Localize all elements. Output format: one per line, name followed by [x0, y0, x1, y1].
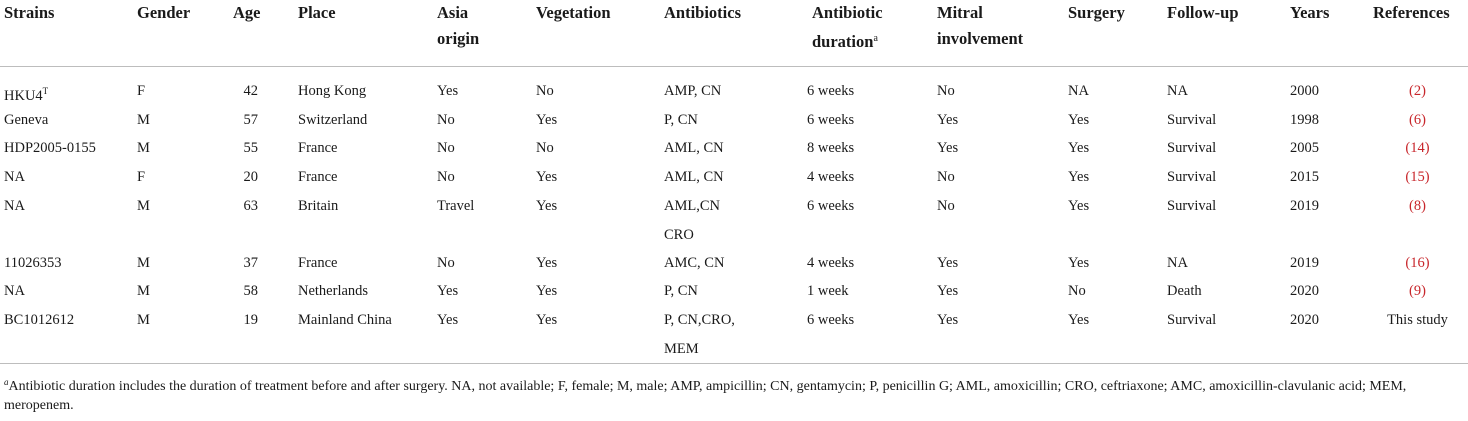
cell-gender: [137, 197, 150, 215]
cell-strain-text: BC1012612: [4, 312, 75, 328]
cell-age: [228, 111, 258, 129]
cell-place-text: France: [298, 169, 338, 185]
cell-mitral-involvement-text: Yes: [937, 255, 959, 271]
cell-antibiotic-duration-text: 6 weeks: [807, 312, 855, 328]
cell-vegetation-text: Yes: [536, 198, 558, 214]
cell-mitral-involvement: [937, 111, 958, 129]
cell-place-text: Mainland China: [298, 312, 392, 328]
cell-strain: [4, 254, 61, 272]
table-footnote: [4, 373, 1466, 415]
cell-antibiotic-duration: [807, 111, 854, 129]
cell-asia-origin-text: Travel: [437, 198, 475, 214]
cell-strain-text: Geneva: [4, 112, 49, 128]
cell-antibiotic-duration: [807, 168, 854, 186]
cell-reference[interactable]: [1370, 139, 1465, 157]
cell-strain: [4, 282, 25, 300]
cell-reference[interactable]: [1370, 282, 1465, 300]
cell-surgery-text: Yes: [1068, 198, 1090, 214]
cell-vegetation: [536, 254, 557, 272]
cell-mitral-involvement-text: No: [937, 198, 955, 214]
cell-reference-text[interactable]: (14): [1405, 140, 1430, 156]
cell-followup-text: Survival: [1167, 312, 1217, 328]
cell-antibiotic-duration-text: 1 week: [807, 283, 849, 299]
cell-antibiotic-duration: [807, 311, 854, 329]
cell-gender: [137, 282, 150, 300]
cell-followup-text: Survival: [1167, 112, 1217, 128]
header-mitral-line2: involvement: [937, 29, 1024, 48]
cell-mitral-involvement: [937, 197, 955, 215]
cell-antibiotic-duration: [807, 254, 854, 272]
cell-place-text: Hong Kong: [298, 83, 367, 99]
header-rule: [0, 66, 1468, 67]
cell-year-text: 2015: [1290, 169, 1319, 185]
cell-strain-text: HDP2005-0155: [4, 140, 96, 156]
cell-antibiotic-duration-text: 6 weeks: [807, 83, 855, 99]
header-gender: Gender: [137, 3, 191, 22]
header-asia-line1: Asia: [437, 3, 469, 22]
cell-antibiotics-text: AML, CN: [664, 169, 724, 185]
cell-year-text: 2019: [1290, 198, 1319, 214]
cell-gender-text: F: [137, 169, 146, 185]
cell-antibiotics-text: P, CN: [664, 283, 698, 299]
cell-antibiotics: [664, 306, 735, 364]
cell-mitral-involvement-text: Yes: [937, 112, 959, 128]
cell-place-text: Netherlands: [298, 283, 369, 299]
header-surgery: Surgery: [1068, 3, 1125, 22]
cell-vegetation-text: Yes: [536, 312, 558, 328]
cell-place: [298, 82, 366, 100]
cell-place: [298, 254, 337, 272]
cell-place: [298, 311, 392, 329]
cell-gender-text: M: [137, 312, 150, 328]
header-followup: Follow-up: [1167, 3, 1239, 22]
header-references: References: [1373, 3, 1450, 22]
cell-followup-text: NA: [1167, 255, 1188, 271]
cell-reference-text[interactable]: (2): [1409, 83, 1426, 99]
cell-vegetation-text: No: [536, 83, 554, 99]
cell-asia-origin-text: No: [437, 255, 455, 271]
cell-mitral-involvement-text: No: [937, 169, 955, 185]
cell-antibiotics: [664, 82, 721, 100]
cell-strain: [4, 311, 74, 329]
cell-year-text: 1998: [1290, 112, 1319, 128]
cell-followup: [1167, 282, 1202, 300]
cell-surgery-text: Yes: [1068, 312, 1090, 328]
cell-reference[interactable]: [1370, 197, 1465, 215]
footnote-text: Antibiotic duration includes the duration of treatment before and after surgery. NA, not available; F, female; M, male; AMP, ampicillin; CN, gentamycin; P, penicillin G; AML, amoxicillin; CRO, ceftriaxone; AMC, amoxicillin-clavulanic acid; MEM, meropenem.: [4, 379, 1407, 413]
cell-age: [228, 311, 258, 329]
cell-followup-text: NA: [1167, 83, 1188, 99]
header-vegetation: Vegetation: [536, 3, 611, 22]
cell-year-text: 2019: [1290, 255, 1319, 271]
strain-type-marker: T: [42, 86, 49, 96]
cell-place: [298, 197, 338, 215]
cell-reference: [1370, 311, 1465, 329]
cell-surgery: [1068, 197, 1089, 215]
cell-age-text: 42: [243, 83, 258, 99]
cell-vegetation-text: Yes: [536, 283, 558, 299]
cell-antibiotics: [664, 111, 698, 129]
cell-gender: [137, 254, 150, 272]
cell-reference-text[interactable]: (8): [1409, 198, 1426, 214]
cell-place-text: Britain: [298, 198, 339, 214]
cell-gender-text: M: [137, 140, 150, 156]
cell-antibiotics-text: AML, CN: [664, 140, 724, 156]
cell-asia-origin-text: Yes: [437, 283, 459, 299]
header-place: Place: [298, 3, 336, 22]
cell-mitral-involvement: [937, 282, 958, 300]
cell-antibiotic-duration-text: 6 weeks: [807, 198, 855, 214]
cell-surgery: [1068, 82, 1089, 100]
cell-antibiotic-duration-text: 4 weeks: [807, 169, 855, 185]
cell-asia-origin-text: No: [437, 169, 455, 185]
cell-vegetation: [536, 311, 557, 329]
cell-year: [1290, 139, 1319, 157]
cell-followup-text: Survival: [1167, 198, 1217, 214]
cell-asia-origin: [437, 139, 455, 157]
cell-age: [228, 82, 258, 100]
cell-strain: [4, 197, 25, 215]
cell-strain-text: 11026353: [4, 255, 62, 271]
cell-antibiotics-text: P, CN: [664, 112, 698, 128]
cell-year: [1290, 282, 1319, 300]
cell-gender-text: M: [137, 283, 150, 299]
cell-age-text: 20: [243, 169, 258, 185]
cell-antibiotics: [664, 254, 724, 272]
header-asia-origin: [437, 0, 479, 52]
cell-place-text: France: [298, 140, 338, 156]
cell-reference[interactable]: [1370, 254, 1465, 272]
cell-antibiotic-duration-text: 8 weeks: [807, 140, 855, 156]
cell-strain: [4, 139, 96, 157]
header-strains: Strains: [4, 3, 55, 22]
cell-antibiotic-duration-text: 6 weeks: [807, 112, 855, 128]
cell-year-text: 2005: [1290, 140, 1319, 156]
cell-place-text: France: [298, 255, 338, 271]
cell-vegetation-text: Yes: [536, 112, 558, 128]
cell-followup-text: Survival: [1167, 140, 1217, 156]
cell-place: [298, 111, 367, 129]
cell-followup-text: Death: [1167, 283, 1202, 299]
cell-surgery: [1068, 282, 1086, 300]
header-duration-line2: duration: [812, 32, 874, 51]
cell-strain: [4, 168, 25, 186]
cell-strain-text: NA: [4, 283, 25, 299]
cell-antibiotics: [664, 139, 724, 157]
cell-gender-text: F: [137, 83, 146, 99]
cell-antibiotics-line2: CRO: [664, 227, 694, 243]
cell-surgery-text: Yes: [1068, 140, 1090, 156]
cell-asia-origin: [437, 254, 455, 272]
cell-asia-origin-text: Yes: [437, 83, 459, 99]
cell-year: [1290, 254, 1319, 272]
cell-mitral-involvement-text: Yes: [937, 283, 959, 299]
cell-vegetation: [536, 111, 557, 129]
cell-vegetation: [536, 197, 557, 215]
cell-vegetation: [536, 139, 554, 157]
cell-year-text: 2020: [1290, 283, 1319, 299]
cell-gender-text: M: [137, 198, 150, 214]
cell-surgery-text: Yes: [1068, 169, 1090, 185]
cell-strain-text: NA: [4, 198, 25, 214]
cell-followup: [1167, 139, 1216, 157]
cell-surgery-text: No: [1068, 283, 1086, 299]
cell-followup-text: Survival: [1167, 169, 1217, 185]
cell-vegetation: [536, 168, 557, 186]
cell-asia-origin-text: No: [437, 140, 455, 156]
cell-age: [228, 254, 258, 272]
cell-gender-text: M: [137, 255, 150, 271]
cell-strain-text: NA: [4, 169, 25, 185]
cell-asia-origin-text: No: [437, 112, 455, 128]
cell-surgery: [1068, 311, 1089, 329]
cell-vegetation: [536, 82, 554, 100]
cell-age-text: 58: [243, 283, 258, 299]
cell-antibiotic-duration: [807, 282, 848, 300]
cell-antibiotic-duration: [807, 139, 854, 157]
cell-age: [228, 139, 258, 157]
cell-reference[interactable]: [1370, 111, 1465, 129]
cell-mitral-involvement: [937, 254, 958, 272]
table-bottom-rule: [0, 363, 1468, 364]
cell-reference-text: This study: [1387, 312, 1448, 328]
header-mitral-involvement: [937, 0, 1023, 52]
header-age: Age: [233, 3, 261, 22]
cell-surgery-text: Yes: [1068, 255, 1090, 271]
cell-vegetation-text: Yes: [536, 169, 558, 185]
cell-asia-origin: [437, 168, 455, 186]
cell-year-text: 2020: [1290, 312, 1319, 328]
cell-antibiotics: [664, 168, 724, 186]
cell-gender: [137, 139, 150, 157]
cell-reference[interactable]: [1370, 82, 1465, 100]
cell-gender: [137, 168, 145, 186]
cell-followup: [1167, 311, 1216, 329]
header-years: Years: [1290, 3, 1330, 22]
cell-asia-origin: [437, 311, 458, 329]
cell-place-text: Switzerland: [298, 112, 368, 128]
cell-antibiotic-duration-text: 4 weeks: [807, 255, 855, 271]
cell-antibiotics-text: AMC, CN: [664, 255, 725, 271]
cell-followup: [1167, 111, 1216, 129]
cell-mitral-involvement: [937, 311, 958, 329]
header-mitral-line1: Mitral: [937, 3, 983, 22]
cell-vegetation-text: Yes: [536, 255, 558, 271]
cell-mitral-involvement-text: Yes: [937, 312, 959, 328]
cell-gender: [137, 82, 145, 100]
cell-year: [1290, 168, 1319, 186]
cell-reference-text[interactable]: (9): [1409, 283, 1426, 299]
cell-reference-text[interactable]: (6): [1409, 112, 1426, 128]
cell-asia-origin: [437, 82, 458, 100]
footnote-marker: a: [4, 377, 9, 387]
cell-antibiotics: [664, 192, 720, 250]
cell-antibiotics-text: AMP, CN: [664, 83, 722, 99]
header-antibiotics: Antibiotics: [664, 3, 742, 22]
cell-surgery: [1068, 168, 1089, 186]
cell-asia-origin: [437, 197, 474, 215]
cell-vegetation: [536, 282, 557, 300]
cell-antibiotics-text: AML,CN: [664, 198, 720, 214]
cell-asia-origin-text: Yes: [437, 312, 459, 328]
cell-asia-origin: [437, 282, 458, 300]
cell-strain: [4, 111, 48, 129]
cell-place: [298, 139, 337, 157]
cell-gender: [137, 311, 150, 329]
cell-year: [1290, 111, 1319, 129]
cell-followup: [1167, 254, 1188, 272]
cell-antibiotics-text: P, CN,CRO,: [664, 312, 735, 328]
cell-year: [1290, 82, 1319, 100]
cell-mitral-involvement: [937, 82, 955, 100]
cell-year-text: 2000: [1290, 83, 1319, 99]
header-duration-footnote-marker: a: [873, 33, 878, 44]
cell-vegetation-text: No: [536, 140, 554, 156]
cell-age: [228, 168, 258, 186]
cell-followup: [1167, 197, 1216, 215]
cell-surgery: [1068, 111, 1089, 129]
cell-age-text: 63: [243, 198, 258, 214]
cell-reference[interactable]: [1370, 168, 1465, 186]
cell-surgery-text: Yes: [1068, 112, 1090, 128]
cell-mitral-involvement-text: No: [937, 83, 955, 99]
cell-strain-text: HKU4: [4, 88, 43, 104]
cell-mitral-involvement: [937, 168, 955, 186]
cell-surgery: [1068, 139, 1089, 157]
cell-age-text: 55: [243, 140, 258, 156]
cell-surgery: [1068, 254, 1089, 272]
cell-age-text: 57: [243, 112, 258, 128]
cell-antibiotic-duration: [807, 82, 854, 100]
cell-age-text: 19: [243, 312, 258, 328]
cell-place: [298, 282, 368, 300]
cell-reference-text[interactable]: (15): [1405, 169, 1430, 185]
header-antibiotic-duration: [812, 0, 883, 55]
cell-place: [298, 168, 337, 186]
cell-age: [228, 282, 258, 300]
cell-antibiotic-duration: [807, 197, 854, 215]
cell-surgery-text: NA: [1068, 83, 1089, 99]
cell-year: [1290, 197, 1319, 215]
cell-age: [228, 197, 258, 215]
cell-antibiotics: [664, 282, 698, 300]
header-asia-line2: origin: [437, 29, 480, 48]
cell-followup: [1167, 82, 1188, 100]
cell-reference-text[interactable]: (16): [1405, 255, 1430, 271]
cell-strain: [4, 82, 48, 105]
cell-gender-text: M: [137, 112, 150, 128]
header-duration-line1: Antibiotic: [812, 3, 883, 22]
cell-mitral-involvement-text: Yes: [937, 140, 959, 156]
cell-asia-origin: [437, 111, 455, 129]
cell-age-text: 37: [243, 255, 258, 271]
cell-year: [1290, 311, 1319, 329]
cell-gender: [137, 111, 150, 129]
cell-mitral-involvement: [937, 139, 958, 157]
cell-antibiotics-line2: MEM: [664, 341, 699, 357]
cell-followup: [1167, 168, 1216, 186]
